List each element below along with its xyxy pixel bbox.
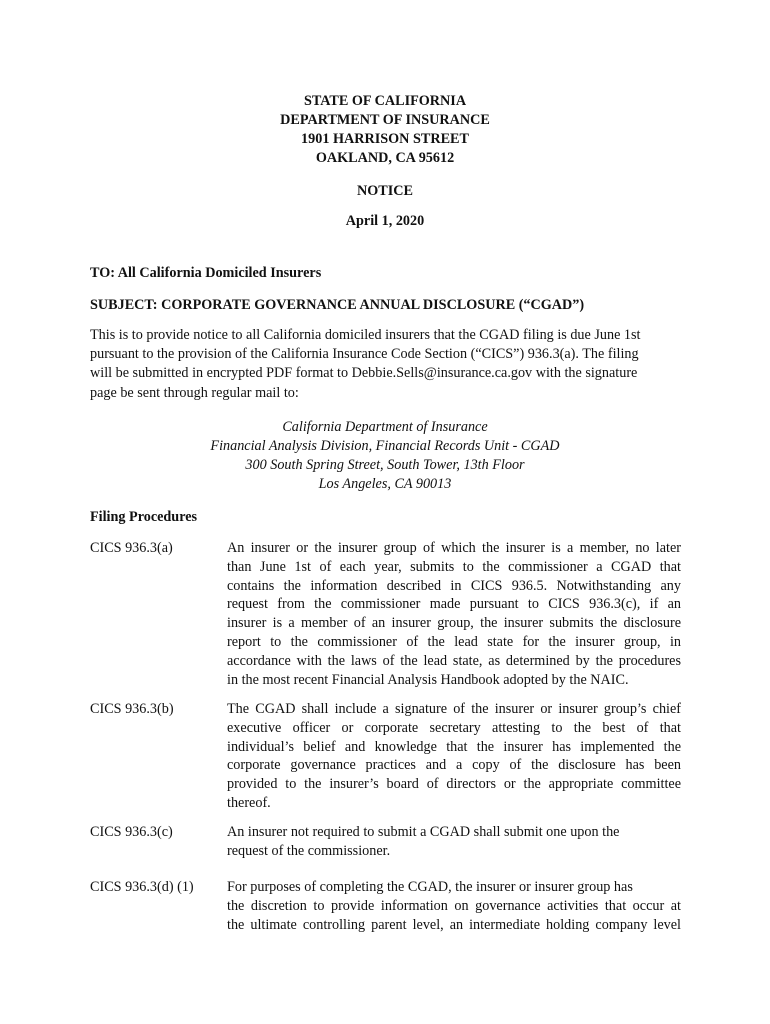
section-line: executive officer or corporate secretary attesting to the best of that — [227, 719, 681, 736]
header-state: STATE OF CALIFORNIA — [303, 93, 467, 109]
intro-line: pursuant to the provision of the California Insurance Code Section (“CICS”) 936.3(a). The filing — [90, 346, 639, 363]
address-line: 300 South Spring Street, South Tower, 13th Floor — [245, 457, 525, 473]
header-department: DEPARTMENT OF INSURANCE — [280, 112, 490, 128]
intro-line: This is to provide notice to all California domiciled insurers that the CGAD filing is due June 1st — [90, 327, 641, 343]
header-city: OAKLAND, CA 95612 — [315, 150, 455, 166]
address-line: California Department of Insurance — [282, 419, 488, 435]
section-line: contains the information described in CICS 936.5. Notwithstanding any — [227, 577, 681, 594]
section-label: CICS 936.3(c) — [90, 824, 173, 840]
address-line: Financial Analysis Division, Financial Records Unit - CGAD — [210, 438, 560, 454]
section-line: For purposes of completing the CGAD, the insurer or insurer group has — [227, 879, 633, 895]
section-line: accordance with the laws of the lead state, as determined by the procedures — [227, 652, 681, 669]
mailing-address — [0, 418, 770, 494]
section-line: An insurer not required to submit a CGAD shall submit one upon the — [227, 824, 620, 840]
to-line: TO: All California Domiciled Insurers — [90, 265, 322, 281]
intro-line: will be submitted in encrypted PDF format to Debbie.Sells@insurance.ca.gov with the signature — [90, 365, 638, 382]
section-line: insurer is a member of an insurer group, the insurer submits the disclosure — [227, 615, 681, 632]
section-line: thereof. — [227, 794, 271, 811]
filing-procedures-heading: Filing Procedures — [90, 509, 198, 525]
subject-line: SUBJECT: CORPORATE GOVERNANCE ANNUAL DISCLOSURE (“CGAD”) — [90, 297, 585, 313]
section-label: CICS 936.3(b) — [90, 701, 174, 717]
section-line: in the most recent Financial Analysis Handbook adopted by the NAIC. — [227, 671, 629, 688]
agency-header — [0, 92, 770, 168]
section-label: CICS 936.3(a) — [90, 540, 173, 556]
section-line: the ultimate controlling parent level, an intermediate holding company level — [227, 916, 681, 933]
address-line: Los Angeles, CA 90013 — [318, 476, 452, 492]
notice-title: NOTICE — [357, 183, 413, 199]
section-body — [227, 878, 681, 934]
section-line: An insurer or the insurer group of which the insurer is a member, no later — [227, 540, 681, 556]
section-line: The CGAD shall include a signature of the insurer or insurer group’s chief — [227, 701, 681, 717]
intro-line: page be sent through regular mail to: — [90, 384, 299, 401]
section-line: request from the commissioner made pursuant to CICS 936.3(c), if an — [227, 596, 681, 613]
section-body — [227, 823, 681, 861]
section-line: the discretion to provide information on governance activities that occur at — [227, 897, 681, 914]
section-label: CICS 936.3(d) (1) — [90, 879, 194, 895]
section-body — [227, 539, 681, 689]
header-street: 1901 HARRISON STREET — [301, 131, 469, 147]
section-line: report to the commissioner of the lead state for the insurer group, in — [227, 633, 681, 650]
section-line: provided to the insurer’s board of directors or the appropriate committee — [227, 776, 681, 793]
section-line: corporate governance practices and a copy of the disclosure has been — [227, 757, 681, 774]
section-line: than June 1st of each year, submits to the commissioner a CGAD that — [227, 558, 681, 575]
section-line: request of the commissioner. — [227, 842, 391, 859]
notice-date: April 1, 2020 — [345, 213, 425, 229]
section-body — [227, 700, 681, 813]
section-line: individual’s belief and knowledge that the insurer has implemented the — [227, 738, 681, 755]
intro-paragraph — [90, 326, 680, 403]
